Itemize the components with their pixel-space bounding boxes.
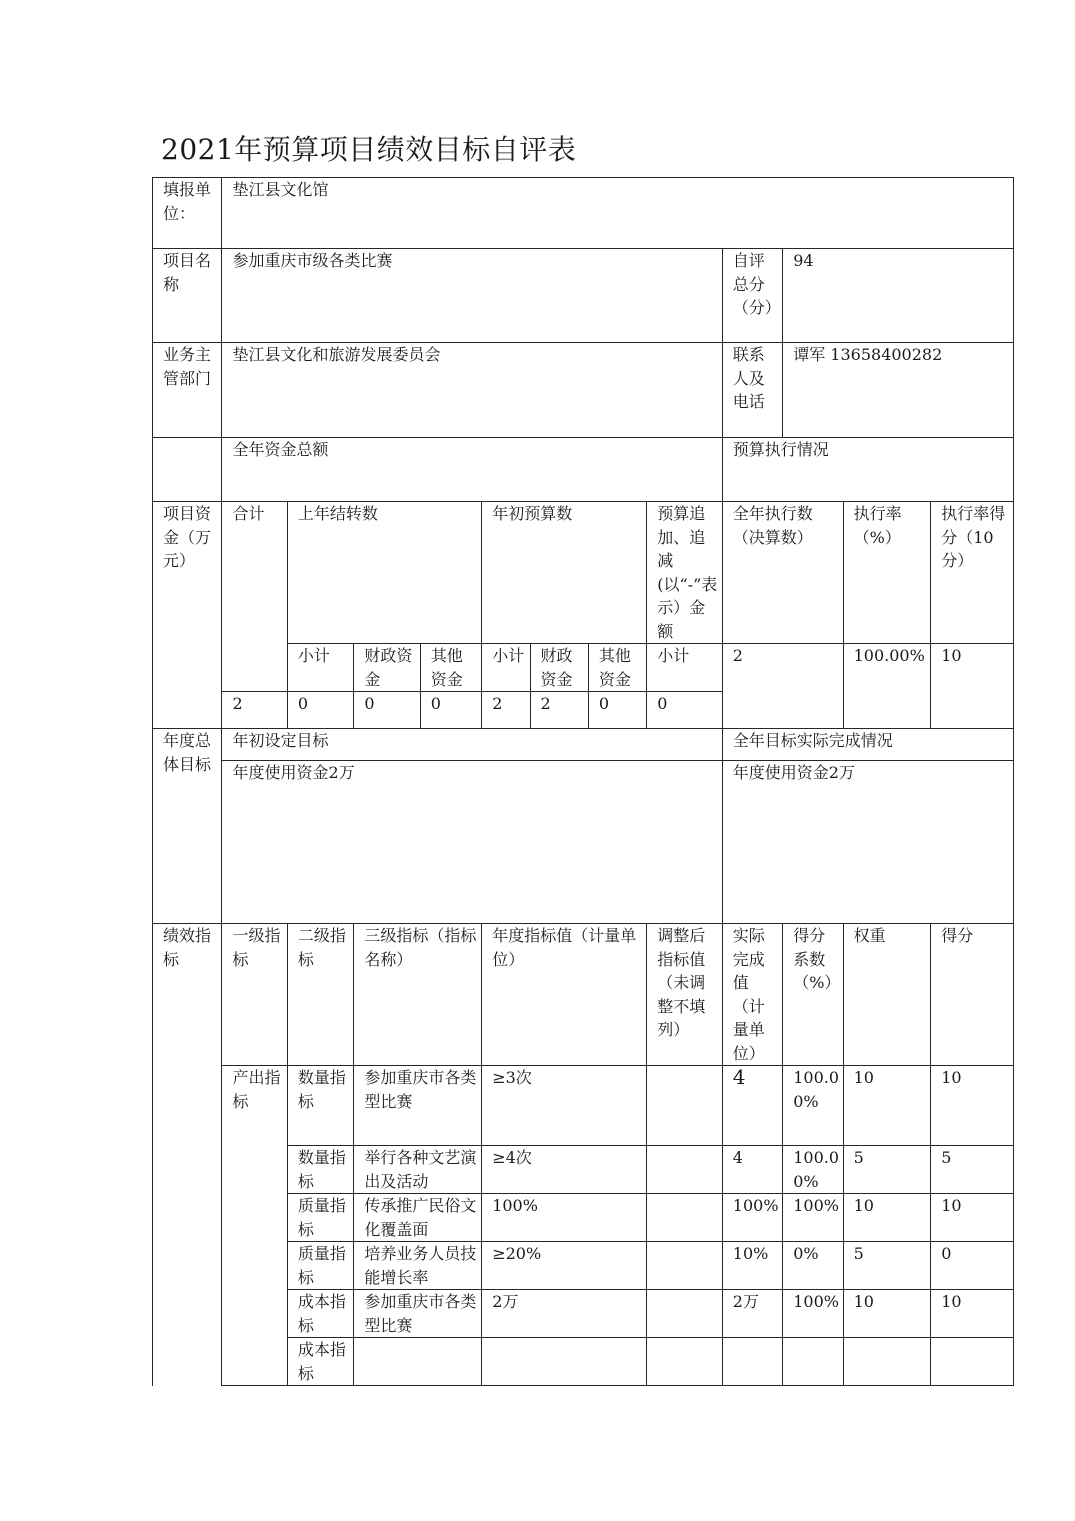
indicator-target (482, 1338, 647, 1386)
indicator-header-row (153, 924, 1014, 1066)
project-row (153, 249, 1014, 343)
indicator-coef: 100.00% (783, 1066, 843, 1146)
indicator-weight: 5 (843, 1146, 931, 1194)
evaluation-form-table (152, 177, 1014, 1386)
indicator-level2: 成本指标 (287, 1290, 353, 1338)
level2-header: 二级指标 (287, 924, 353, 1066)
indicator-actual: 2万 (722, 1290, 782, 1338)
indicator-target: ≥20% (482, 1242, 647, 1290)
budget-other-value: 0 (588, 692, 646, 729)
budget-other-label: 其他资金 (588, 644, 646, 692)
score-total-value: 94 (783, 249, 1014, 343)
goal-set-value: 年度使用资金2万 (222, 761, 722, 924)
indicator-adjusted (647, 1242, 723, 1290)
indicator-score: 10 (931, 1194, 1014, 1242)
funds-header-blank (153, 438, 222, 502)
funds-exec-header: 预算执行情况 (722, 438, 1013, 502)
dept-row (153, 343, 1014, 438)
indicator-level2: 质量指标 (287, 1242, 353, 1290)
funds-rate-label: 执行率（%） (843, 502, 931, 644)
indicator-adjusted (647, 1338, 723, 1386)
indicator-weight: 10 (843, 1194, 931, 1242)
indicator-weight (843, 1338, 931, 1386)
annual-goal-header-row (153, 729, 1014, 761)
goal-actual-value: 年度使用资金2万 (722, 761, 1013, 924)
score-total-label: 自评总分（分） (722, 249, 782, 343)
contact-label: 联系人及电话 (722, 343, 782, 438)
exec-rate-value: 100.00% (843, 644, 931, 729)
project-name-value: 参加重庆市级各类比赛 (222, 249, 722, 343)
funds-annual-exec-label: 全年执行数（决算数） (722, 502, 843, 644)
indicator-actual: 4 (722, 1066, 782, 1146)
adjust-subtotal-value: 0 (647, 692, 723, 729)
indicator-level3: 参加重庆市各类型比赛 (354, 1290, 482, 1338)
carry-other-label: 其他资金 (420, 644, 481, 692)
indicator-level3: 培养业务人员技能增长率 (354, 1242, 482, 1290)
unit-label: 填报单位： (153, 178, 222, 249)
indicator-row (153, 1066, 1014, 1146)
indicator-actual: 4 (722, 1146, 782, 1194)
level3-header: 三级指标（指标名称） (354, 924, 482, 1066)
indicator-coef: 0% (783, 1242, 843, 1290)
carry-subtotal-value: 0 (287, 692, 353, 729)
funds-budget-label: 年初预算数 (482, 502, 647, 644)
indicator-score: 10 (931, 1290, 1014, 1338)
budget-fiscal-label: 财政资金 (530, 644, 588, 692)
goal-actual-header: 全年目标实际完成情况 (722, 729, 1013, 761)
carry-fiscal-label: 财政资金 (354, 644, 420, 692)
indicator-level2: 成本指标 (287, 1338, 353, 1386)
funds-sum-label: 合计 (222, 502, 287, 692)
indicator-weight: 10 (843, 1290, 931, 1338)
indicator-score: 10 (931, 1066, 1014, 1146)
indicator-level3: 参加重庆市各类型比赛 (354, 1066, 482, 1146)
weight-header: 权重 (843, 924, 931, 1066)
unit-row (153, 178, 1014, 249)
level1-output: 产出指标 (222, 1066, 287, 1386)
carry-fiscal-value: 0 (354, 692, 420, 729)
indicator-score (931, 1338, 1014, 1386)
indicator-coef: 100% (783, 1194, 843, 1242)
adjust-subtotal-label: 小计 (647, 644, 723, 692)
page-title: 2021年预算项目绩效目标自评表 (161, 133, 577, 166)
carry-other-value: 0 (420, 692, 481, 729)
indicator-level2: 数量指标 (287, 1146, 353, 1194)
indicator-adjusted (647, 1290, 723, 1338)
funds-adjust-label: 预算追加、追减(以“-”表示）金额 (647, 502, 723, 644)
dept-value: 垫江县文化和旅游发展委员会 (222, 343, 722, 438)
indicator-actual (722, 1338, 782, 1386)
indicator-coef (783, 1338, 843, 1386)
dept-label: 业务主管部门 (153, 343, 222, 438)
budget-fiscal-value: 2 (530, 692, 588, 729)
indicator-target: ≥4次 (482, 1146, 647, 1194)
indicator-coef: 100% (783, 1290, 843, 1338)
budget-subtotal-label: 小计 (482, 644, 530, 692)
funds-header-row (153, 438, 1014, 502)
indicators-label: 绩效指标 (153, 924, 222, 1386)
indicator-adjusted (647, 1194, 723, 1242)
unit-value: 垫江县文化馆 (222, 178, 1014, 249)
indicator-level2: 质量指标 (287, 1194, 353, 1242)
funds-label: 项目资金（万元） (153, 502, 222, 729)
target-header: 年度指标值（计量单位） (482, 924, 647, 1066)
adjusted-header: 调整后指标值（未调整不填列） (647, 924, 723, 1066)
indicator-actual: 10% (722, 1242, 782, 1290)
budget-subtotal-value: 2 (482, 692, 530, 729)
indicator-adjusted (647, 1066, 723, 1146)
funds-columns-row (153, 502, 1014, 644)
coef-header: 得分系数（%） (783, 924, 843, 1066)
annual-goal-label: 年度总体目标 (153, 729, 222, 924)
indicator-level2: 数量指标 (287, 1066, 353, 1146)
project-name-label: 项目名称 (153, 249, 222, 343)
indicator-adjusted (647, 1146, 723, 1194)
score-header: 得分 (931, 924, 1014, 1066)
indicator-coef: 100.00% (783, 1146, 843, 1194)
funds-rate-score-label: 执行率得分（10分） (931, 502, 1014, 644)
annual-exec-value: 2 (722, 644, 843, 729)
indicator-actual: 100% (722, 1194, 782, 1242)
indicator-target: ≥3次 (482, 1066, 647, 1146)
funds-sum-value: 2 (222, 692, 287, 729)
contact-value: 谭军 13658400282 (783, 343, 1014, 438)
goal-set-header: 年初设定目标 (222, 729, 722, 761)
indicator-score: 5 (931, 1146, 1014, 1194)
indicator-level3: 传承推广民俗文化覆盖面 (354, 1194, 482, 1242)
indicator-weight: 5 (843, 1242, 931, 1290)
indicator-level3 (354, 1338, 482, 1386)
indicator-level3: 举行各种文艺演出及活动 (354, 1146, 482, 1194)
indicator-score: 0 (931, 1242, 1014, 1290)
annual-goal-value-row (153, 761, 1014, 924)
exec-rate-score-value: 10 (931, 644, 1014, 729)
indicator-target: 100% (482, 1194, 647, 1242)
carry-subtotal-label: 小计 (287, 644, 353, 692)
actual-header: 实际完成值（计量单位） (722, 924, 782, 1066)
level1-header: 一级指标 (222, 924, 287, 1066)
funds-total-header: 全年资金总额 (222, 438, 722, 502)
indicator-weight: 10 (843, 1066, 931, 1146)
funds-carry-label: 上年结转数 (287, 502, 481, 644)
indicator-target: 2万 (482, 1290, 647, 1338)
